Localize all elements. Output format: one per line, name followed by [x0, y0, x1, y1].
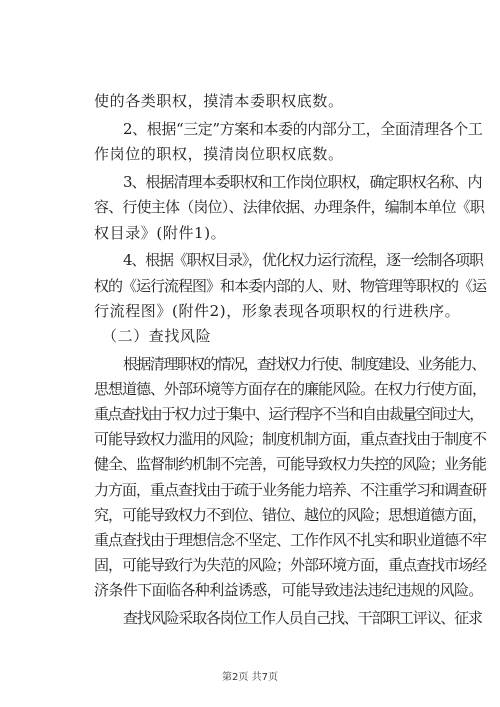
text-line: 作岗位的职权，摸清岗位职权底数。: [94, 145, 344, 163]
text-line: 使的各类职权，摸清本委职权底数。: [94, 92, 344, 110]
text-line: 力方面，重点查找由于疏于业务能力培养、不注重学习和调查研: [94, 481, 487, 499]
text-line: 重点查找由于权力过于集中、运行程序不当和自由裁量空间过大，: [94, 405, 483, 423]
text-line: 行流程图》(附件2)，形象表现各项职权的行进秩序。: [94, 302, 461, 320]
text-line: 可能导致权力滥用的风险；制度机制方面，重点查找由于制度不: [94, 430, 487, 448]
text-line: 4、根据《职权目录》，优化权力运行流程，逐一绘制各项职: [123, 251, 483, 269]
page-number-footer: 第2页 共7页: [222, 672, 278, 683]
text-line: 思想道德、外部环境等方面存在的廉能风险。在权力行使方面，: [94, 380, 487, 398]
section-heading: （二）查找风险: [102, 327, 212, 345]
text-line: 权目录》(附件1)。: [94, 224, 227, 242]
text-line: 济条件下面临各种利益诱惑，可能导致违法违纪违规的风险。: [94, 581, 483, 599]
text-line: 固，可能导致行为失范的风险；外部环境方面，重点查找市场经: [94, 556, 487, 574]
text-line: 2、根据“三定”方案和本委的内部分工，全面清理各个工: [123, 120, 483, 138]
text-line: 容、行使主体（岗位）、法律依据、办理条件，编制本单位《职: [94, 198, 485, 216]
text-line: 重点查找由于理想信念不坚定、工作作风不扎实和职业道德不牢: [94, 531, 487, 549]
text-line: 究，可能导致权力不到位、错位、越位的风险；思想道德方面，: [94, 506, 487, 524]
text-line: 根据清理职权的情况，查找权力行使、制度建设、业务能力、: [123, 355, 485, 373]
text-line: 3、根据清理本委职权和工作岗位职权，确定职权名称、内: [123, 173, 482, 191]
text-line: 查找风险采取各岗位工作人员自己找、干部职工评议、征求: [123, 609, 482, 627]
text-line: 健全、监督制约机制不完善，可能导致权力失控的风险；业务能: [94, 455, 487, 473]
text-line: 权的《运行流程图》和本委内部的人、财、物管理等职权的《运: [94, 277, 487, 295]
